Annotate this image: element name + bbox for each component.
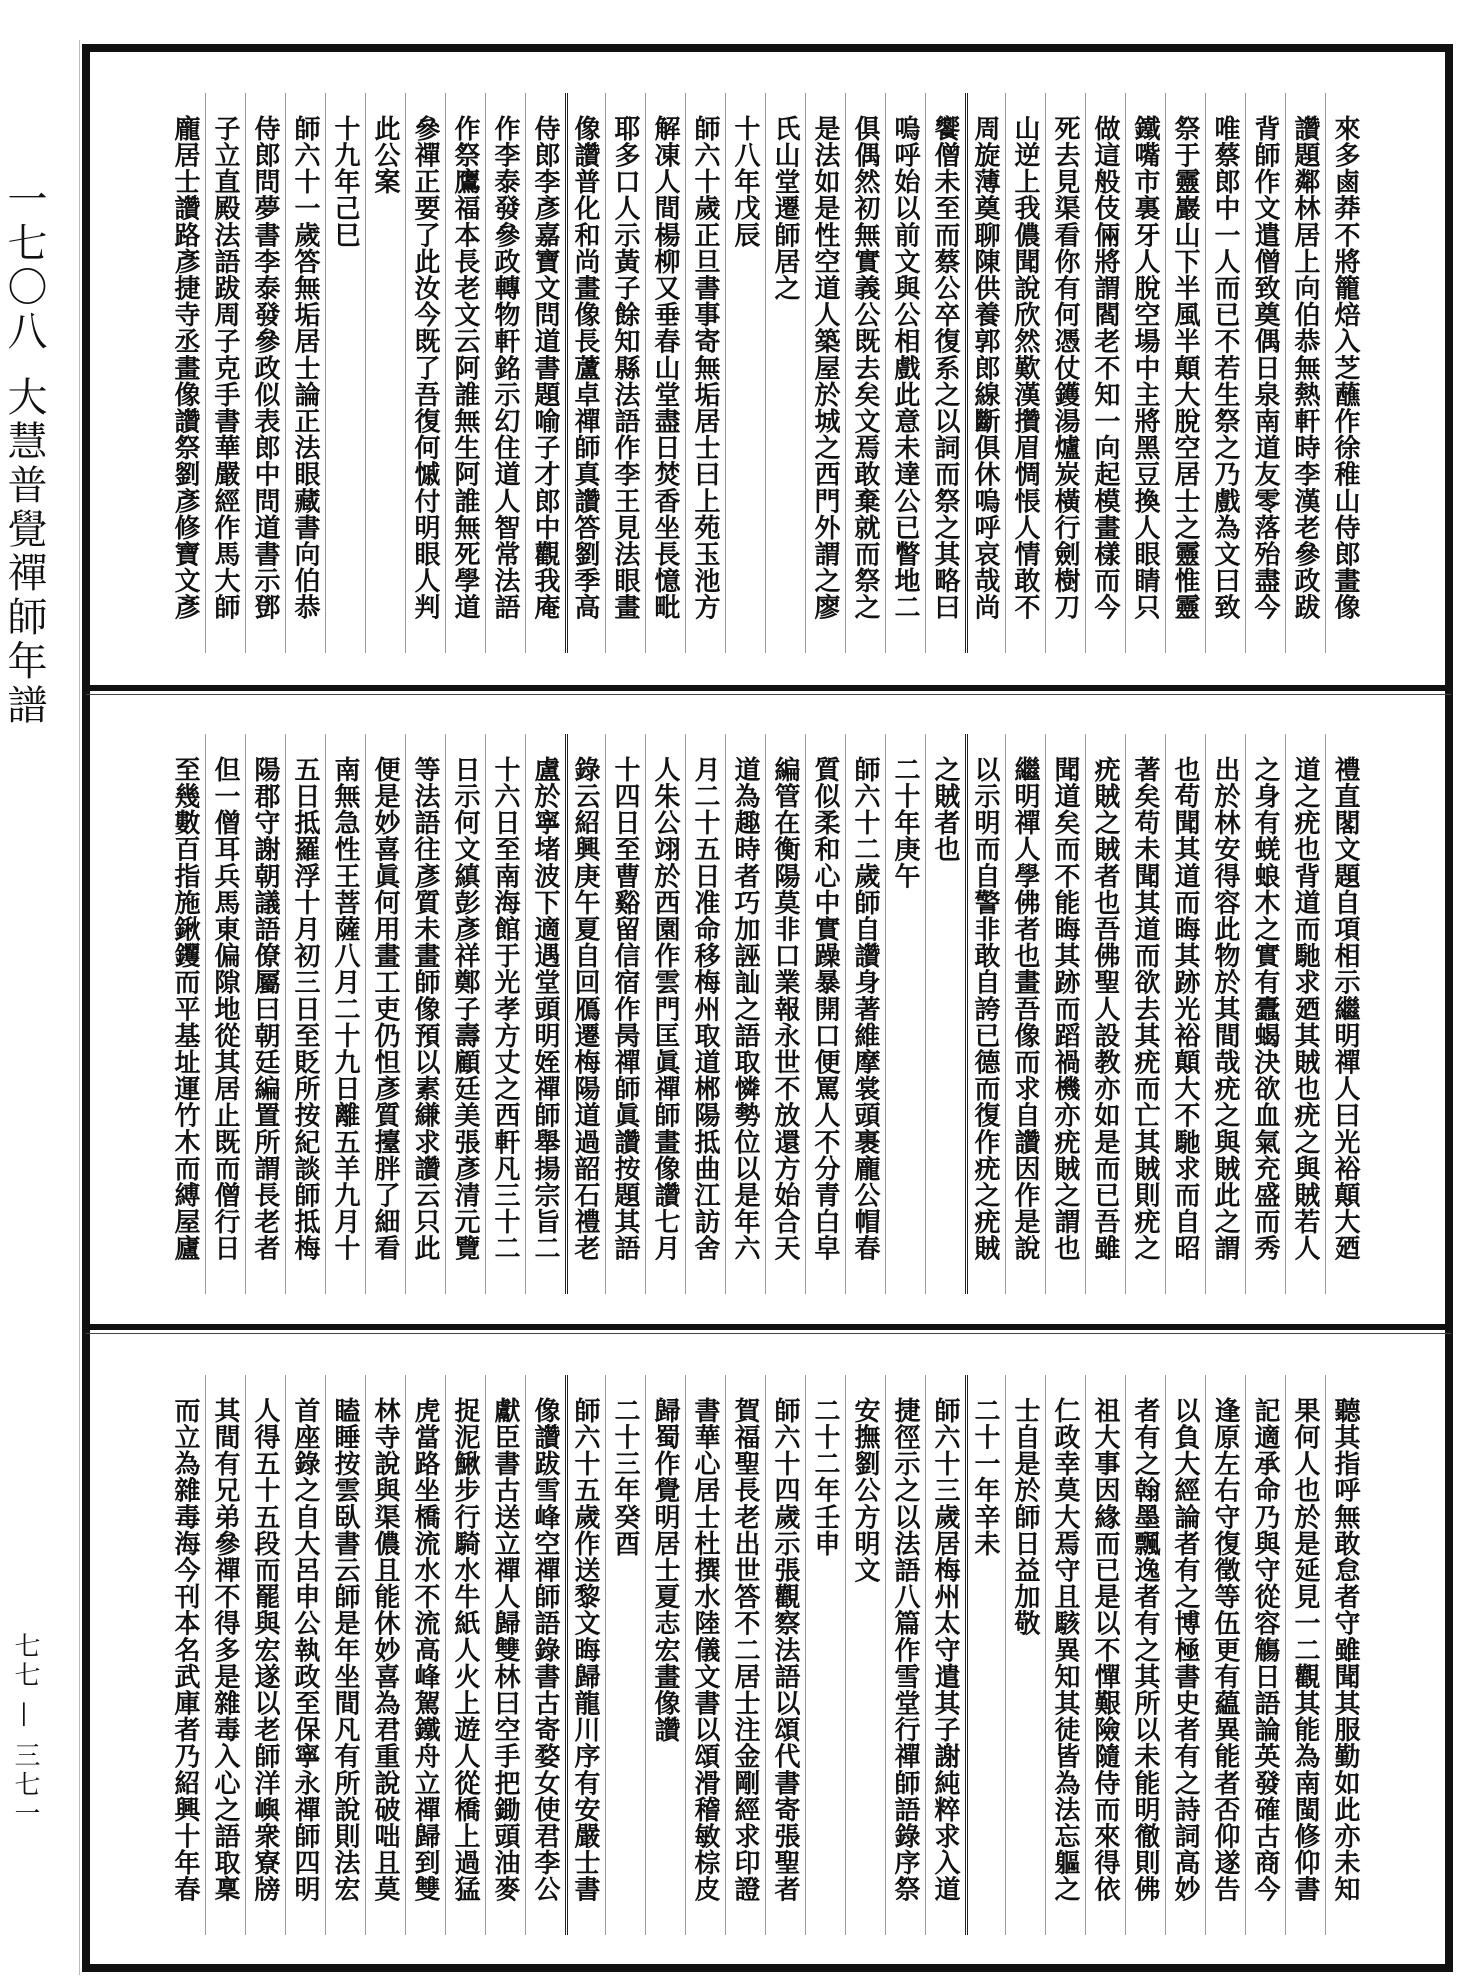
margin-rule: [79, 40, 80, 1975]
text-column: 饗僧未至而蔡公卒復系之以詞而祭之其略曰: [925, 93, 965, 653]
text-column: 但一僧耳兵馬東偏隙地從其居止既而僧行日: [205, 734, 245, 1294]
text-column: 做這般伎倆將謂閻老不知一向起模畫樣而今: [1085, 93, 1125, 653]
panel-divider: [86, 685, 1451, 691]
folio-number: 七七 — 三七一: [10, 1632, 40, 1829]
text-column: 祖大事因緣而已是以不憚艱險隨侍而來得依: [1085, 1375, 1125, 1935]
text-column: 安撫劉公方明文: [845, 1375, 885, 1935]
text-column: 日示何文縝彭彥祥鄭子壽顧廷美張彥清元覽: [445, 734, 485, 1294]
text-column: 等法語往彥質未畫師像預以素縑求讚云只此: [405, 734, 445, 1294]
text-column: 聞道矣而不能晦其跡而蹈禍機亦疣賊之謂也: [1045, 734, 1085, 1294]
text-column: 氏山堂遷師居之: [765, 93, 805, 653]
text-column: 師六十一歲答無垢居士論正法眼藏書向伯恭: [285, 93, 325, 653]
text-column: 俱偶然初無實義公既去矣文焉敢棄就而祭之: [845, 93, 885, 653]
book-title: 大慧普覺禪師年譜: [1, 376, 47, 728]
text-column: 編管在衡陽莫非口業報永世不放還方始合天: [765, 734, 805, 1294]
panel-divider: [86, 1324, 1451, 1330]
text-column: 繼明禪人學佛者也畫吾像而求自讚因作是說: [1005, 734, 1045, 1294]
text-column: 像讚普化和尚畫像長蘆卓禪師真讚答劉季高: [565, 93, 605, 653]
text-column: 師六十四歲示張觀察法語以頌代書寄張聖者: [765, 1375, 805, 1935]
text-column: 錄云紹興庚午夏自回鴈遷梅陽道過韶石禮老: [565, 734, 605, 1294]
text-panel-bottom: [165, 1375, 1365, 1935]
text-column: 者有之翰墨飄逸者有之其所以未能明徹則佛: [1125, 1375, 1165, 1935]
text-column: 記適承命乃與守從容觴日語論英發確古商今: [1245, 1375, 1285, 1935]
text-column: 祭于靈巖山下半風半顛大脫空居士之靈惟靈: [1165, 93, 1205, 653]
text-column: 質似柔和心中實躁暴開口便罵人不分青白皁: [805, 734, 845, 1294]
text-column: 鐵嘴市裏牙人脫空場中主將黑豆換人眼睛只: [1125, 93, 1165, 653]
text-column: 作李泰發參政轉物軒銘示幻住道人智常法語: [485, 93, 525, 653]
text-column: 月二十五日准命移梅州取道郴陽抵曲江訪舍: [685, 734, 725, 1294]
text-column: 首座錄之自大呂申公執政至保寧永禪師四明: [285, 1375, 325, 1935]
text-column: 人得五十五段而罷與宏遂以老師洋嶼衆寮牓: [245, 1375, 285, 1935]
text-column: 而立為雜毒海今刊本名武庫者乃紹興十年春: [170, 1397, 200, 1903]
text-column: 死去見渠看你有何憑仗鑊湯爐炭橫行劍樹刀: [1045, 93, 1085, 653]
text-column: 道之疣也背道而馳求廼其賊也疣之與賊若人: [1285, 734, 1325, 1294]
text-column: 山逆上我儂聞說欣然歎漢攢眉惆悵人情敢不: [1005, 93, 1045, 653]
text-column: 其間有兄弟參禪不得多是雜毒入心之語取稟: [205, 1375, 245, 1935]
text-column: 師六十歲正旦書事寄無垢居士曰上苑玉池方: [685, 93, 725, 653]
text-panel-middle: [165, 734, 1365, 1294]
text-column: 侍郎李彥嘉寶文問道書題喻子才郎中觀我庵: [525, 93, 565, 653]
text-column: 著矣苟未聞其道而欲去其疣而亡其賊則疣之: [1125, 734, 1165, 1294]
text-column: 至幾數百指施鍬钁而平基址運竹木而縛屋廬: [170, 756, 200, 1262]
text-column: 子立直殿法語跋周子克手書華嚴經作馬大師: [205, 93, 245, 653]
text-column: 此公案: [365, 93, 405, 653]
margin-running-title: [2, 178, 46, 728]
text-column: 出於林安得容此物於其間哉疣之與賊此之謂: [1205, 734, 1245, 1294]
text-column: 道為趣時者巧加誣訕之語取憐勢位以是年六: [725, 734, 765, 1294]
text-column: 師六十三歲居梅州太守遣其子謝純粹求入道: [925, 1375, 965, 1935]
text-column: 嗚呼始以前文與公相戲此意未達公已瞥地二: [885, 93, 925, 653]
text-column: 之身有蜣蜋木之實有蠹蝎決欲血氣充盛而秀: [1245, 734, 1285, 1294]
text-column: 歸蜀作覺明居士夏志宏畫像讚: [645, 1375, 685, 1935]
text-column: 像讚跋雪峰空禪師語錄書古寄婺女使君李公: [525, 1375, 565, 1935]
text-column: 陽郡守謝朝議語僚屬曰朝廷編置所謂長老者: [245, 734, 285, 1294]
text-column: 十八年戊辰: [725, 93, 765, 653]
text-column: 背師作文遣僧致奠偶日泉南道友零落殆盡今: [1245, 93, 1285, 653]
text-column: 捉泥鰍步行騎水牛紙人火上遊人從橋上過猛: [445, 1375, 485, 1935]
text-column: 龐居士讚路彥捷寺丞畫像讚祭劉彥修寶文彥: [170, 115, 200, 621]
text-column: 也苟聞其道而晦其跡光裕顛大不馳求而自昭: [1165, 734, 1205, 1294]
text-column: 聽其指呼無敢怠者守雖聞其服勤如此亦未知: [1325, 1375, 1365, 1935]
text-column: 以負大經論者有之博極書史者有之詩詞高妙: [1165, 1375, 1205, 1935]
text-column: 二十二年壬申: [805, 1375, 845, 1935]
text-column: 果何人也於是延見一二觀其能為南閩修仰書: [1285, 1375, 1325, 1935]
text-column: 是法如是性空道人築屋於城之西門外謂之廖: [805, 93, 845, 653]
text-column: 二十一年辛未: [965, 1375, 1005, 1935]
text-column: 讚題鄰林居上向伯恭無熱軒時李漢老參政跋: [1285, 93, 1325, 653]
text-column: 耶多口人示黃子餘知縣法語作李王見法眼畫: [605, 93, 645, 653]
text-column: 便是妙喜眞何用畫工吏仍怛彥質擡胖了細看: [365, 734, 405, 1294]
text-column: 唯蔡郎中一人而已不若生祭之乃戲為文曰致: [1205, 93, 1245, 653]
text-column: 瞌睡按雲臥書云師是年坐間凡有所說則法宏: [325, 1375, 365, 1935]
text-column: 作祭鷹福本長老文云阿誰無生阿誰無死學道: [445, 93, 485, 653]
text-column: 林寺說與渠儂且能休妙喜為君重說破咄且莫: [365, 1375, 405, 1935]
text-column: 士自是於師日益加敬: [1005, 1375, 1045, 1935]
text-column: 賀福聖長老出世答不二居士注金剛經求印證: [725, 1375, 765, 1935]
text-column: 師六十五歲作送黎文晦歸龍川序有安嚴士書: [565, 1375, 605, 1935]
text-column: 來多鹵莽不將籠焙入芝蘸作徐稚山侍郎畫像: [1325, 93, 1365, 653]
text-column: 南無急性王菩薩八月二十九日離五羊九月十: [325, 734, 365, 1294]
text-column: 盧於寧堵波下適遇堂頭明姪禪師舉揚宗旨二: [525, 734, 565, 1294]
text-column: 仁政幸莫大焉守且駭異知其徒皆為法忘軀之: [1045, 1375, 1085, 1935]
text-panel-top: [165, 93, 1365, 653]
text-column: 虎當路坐橋流水不流高峰駕鐵舟立禪歸到雙: [405, 1375, 445, 1935]
text-column: 書華心居士杜撰水陸儀文書以頌滑稽敏棕皮: [685, 1375, 725, 1935]
text-column: 獻臣書古送立禪人歸雙林曰空手把鋤頭油麥: [485, 1375, 525, 1935]
text-column: 二十年庚午: [885, 734, 925, 1294]
text-column: 十六日至南海館于光孝方丈之西軒凡三十二: [485, 734, 525, 1294]
text-column: 侍郎問夢書李泰發參政似表郎中問道書示鄧: [245, 93, 285, 653]
text-column: 解凍人間楊柳又垂春山堂盡日焚香坐長憶毗: [645, 93, 685, 653]
text-column: 禮直閣文題自項相示繼明禪人曰光裕顛大廼: [1325, 734, 1365, 1294]
text-column: 師六十二歲師自讚身著維摩裳頭裹龐公帽春: [845, 734, 885, 1294]
text-column: 周旋薄奠聊陳供養郭郎線斷俱休嗚呼哀哉尚: [965, 93, 1005, 653]
text-column: 二十三年癸酉: [605, 1375, 645, 1935]
text-column: 參禪正要了此汝今既了吾復何慽付明眼人判: [405, 93, 445, 653]
text-column: 捷徑示之以法語八篇作雪堂行禪師語錄序祭: [885, 1375, 925, 1935]
text-column: 疣賊之賊者也吾佛聖人設教亦如是而已吾雖: [1085, 734, 1125, 1294]
text-column: 五日抵羅浮十月初三日至貶所按紀談師抵梅: [285, 734, 325, 1294]
text-column: 十九年己巳: [325, 93, 365, 653]
text-column: 之賊者也: [925, 734, 965, 1294]
text-column: 逢原左右守復徵等伍更有藴異能者否仰遂告: [1205, 1375, 1245, 1935]
text-column: 人朱公翊於西園作雲門匡眞禪師畫像讚七月: [645, 734, 685, 1294]
page-number: 一七〇八: [1, 178, 47, 354]
text-column: 以示明而自警非敢自誇已德而復作疣之疣賊: [965, 734, 1005, 1294]
text-column: 十四日至曹谿留信宿作昺禪師眞讚按題其語: [605, 734, 645, 1294]
